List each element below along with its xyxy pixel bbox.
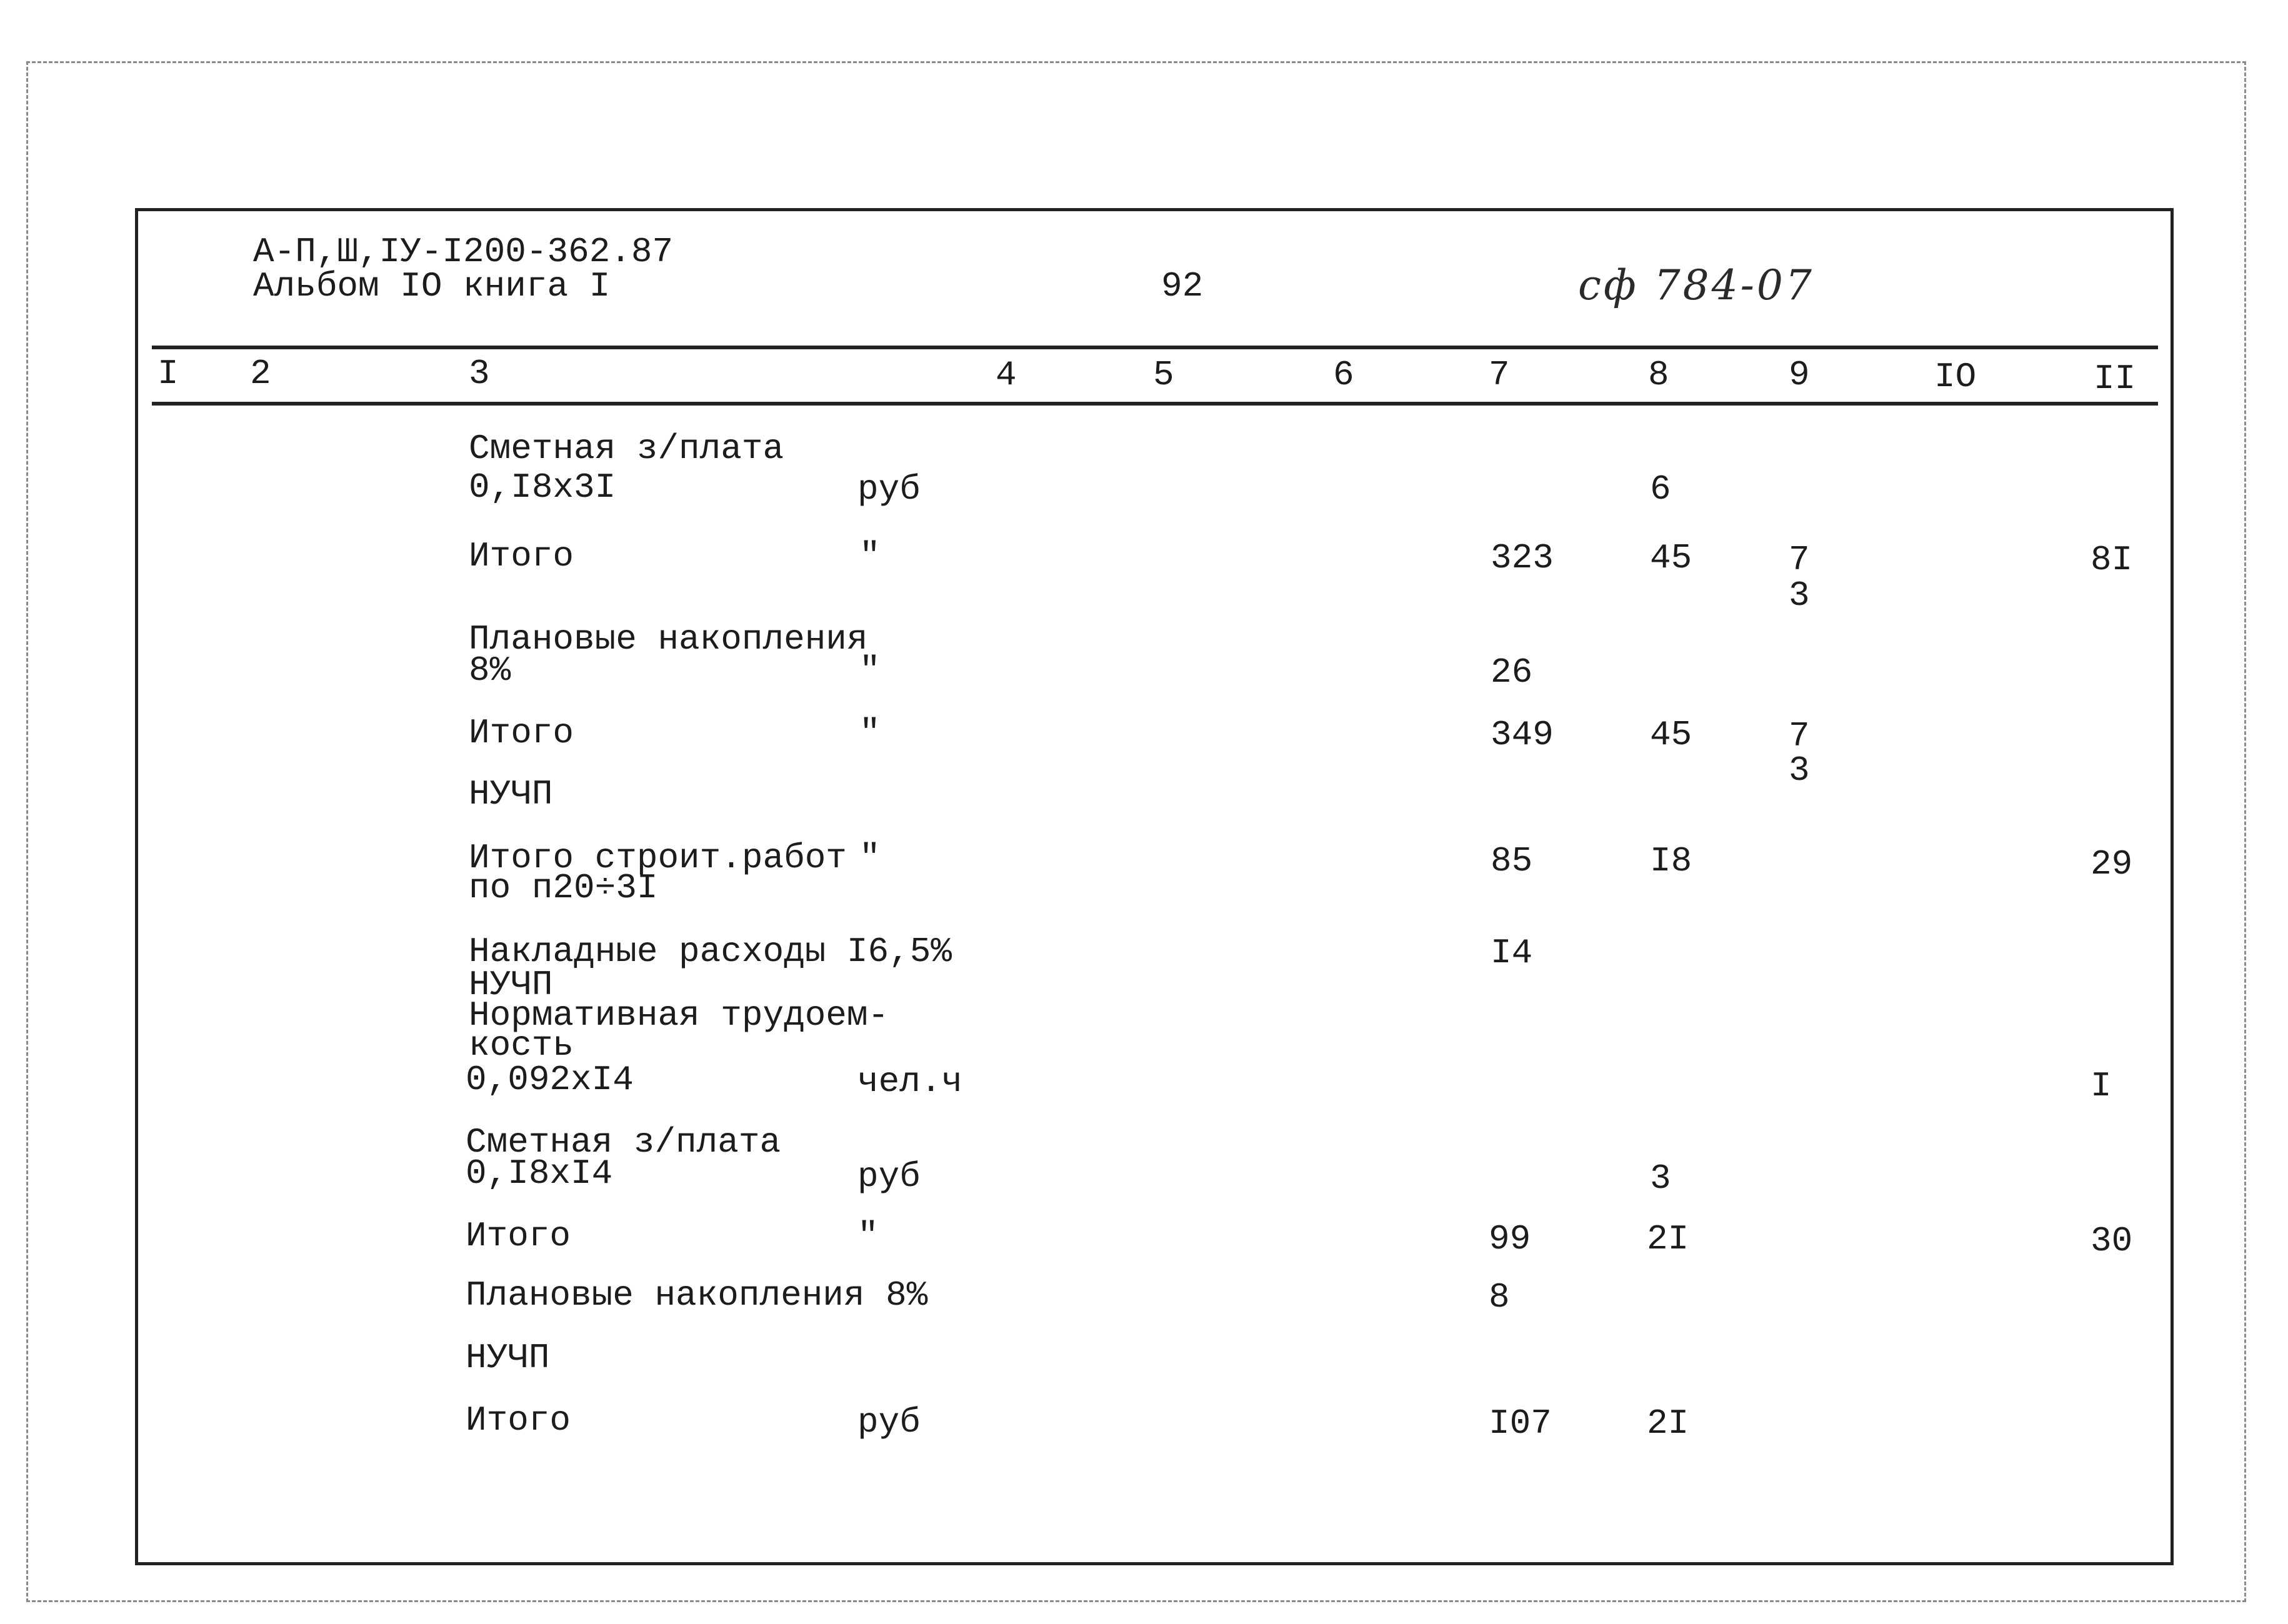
row-unit: " bbox=[859, 713, 881, 753]
row-col7: 349 bbox=[1491, 715, 1554, 755]
row-description: Нормативная трудоем- bbox=[469, 995, 889, 1035]
col-header-5: 5 bbox=[1153, 355, 1174, 395]
col-header-4: 4 bbox=[996, 355, 1017, 395]
row-description: Итого bbox=[466, 1216, 571, 1256]
row-description: Итого bbox=[466, 1400, 571, 1440]
col-header-10: IO bbox=[1934, 357, 1977, 397]
row-description: 8% bbox=[469, 650, 511, 690]
row-description: Плановые накопления 8% bbox=[466, 1275, 928, 1315]
row-unit: " bbox=[859, 650, 881, 690]
album-label: Альбом ІО книга I bbox=[253, 266, 611, 306]
row-unit: руб bbox=[857, 1402, 921, 1442]
row-unit: руб bbox=[857, 1157, 921, 1197]
col-header-11: II bbox=[2094, 359, 2136, 399]
page-number: 92 bbox=[1161, 266, 1204, 306]
row-col8: 45 bbox=[1650, 715, 1692, 755]
document-frame bbox=[135, 208, 2174, 1565]
row-col8: 45 bbox=[1650, 538, 1692, 578]
row-col7: 85 bbox=[1491, 841, 1533, 881]
row-col7: 323 bbox=[1491, 538, 1554, 578]
col-header-7: 7 bbox=[1489, 355, 1510, 395]
row-unit: " bbox=[859, 838, 881, 878]
row-col11: 30 bbox=[2091, 1221, 2133, 1261]
row-col11: 29 bbox=[2091, 844, 2133, 884]
row-description: Накладные расходы I6,5% bbox=[469, 932, 952, 972]
col-header-9: 9 bbox=[1789, 355, 1810, 395]
doc-code: А-П,Ш,ІУ-І200-362.87 bbox=[253, 232, 674, 272]
row-col7: I4 bbox=[1491, 933, 1533, 973]
row-col9: 7 bbox=[1789, 540, 1810, 580]
row-description: НУЧП bbox=[466, 1338, 550, 1378]
row-col11: I bbox=[2091, 1066, 2112, 1106]
col-header-2: 2 bbox=[250, 354, 271, 394]
row-col9: 7 bbox=[1789, 716, 1810, 756]
row-description: Итого строит.работ bbox=[469, 838, 847, 878]
row-col8: 2I bbox=[1647, 1219, 1689, 1259]
header-rule-top bbox=[152, 346, 2158, 349]
row-unit: " bbox=[857, 1216, 879, 1256]
handwritten-signature: сф 784-07 bbox=[1578, 261, 1814, 309]
row-col9-sub: 3 bbox=[1789, 575, 1810, 615]
row-col7: 8 bbox=[1489, 1277, 1510, 1317]
row-col11: 8I bbox=[2091, 540, 2133, 580]
row-description: Итого bbox=[469, 536, 574, 576]
row-description: 0,I8xI4 bbox=[466, 1153, 613, 1193]
row-col8: I8 bbox=[1650, 841, 1692, 881]
row-unit: руб bbox=[857, 469, 921, 509]
row-col8: 6 bbox=[1650, 469, 1671, 509]
col-header-3: 3 bbox=[469, 354, 490, 394]
row-description: кость bbox=[469, 1025, 574, 1065]
row-description: 0,092xI4 bbox=[466, 1060, 634, 1100]
header-rule-bottom bbox=[152, 402, 2158, 406]
row-col7: I07 bbox=[1489, 1403, 1552, 1443]
row-description: по п20÷3I bbox=[469, 868, 658, 908]
col-header-8: 8 bbox=[1648, 355, 1669, 395]
row-unit: чел.ч bbox=[857, 1062, 963, 1102]
col-header-6: 6 bbox=[1333, 355, 1354, 395]
row-description: Плановые накопления bbox=[469, 619, 868, 659]
row-col8: 2I bbox=[1647, 1403, 1689, 1443]
row-description: Сметная з/плата bbox=[466, 1122, 781, 1162]
row-unit: " bbox=[859, 536, 881, 576]
row-description: НУЧП bbox=[469, 774, 553, 814]
col-header-1: I bbox=[157, 354, 179, 394]
row-description: 0,I8x3I bbox=[469, 467, 616, 507]
row-col9-sub: 3 bbox=[1789, 750, 1810, 790]
row-col7: 99 bbox=[1489, 1219, 1531, 1259]
row-col8: 3 bbox=[1650, 1158, 1671, 1198]
row-col7: 26 bbox=[1491, 652, 1533, 692]
row-description: НУЧП bbox=[469, 965, 553, 1005]
row-description: Итого bbox=[469, 713, 574, 753]
row-description: Сметная з/плата bbox=[469, 429, 784, 469]
